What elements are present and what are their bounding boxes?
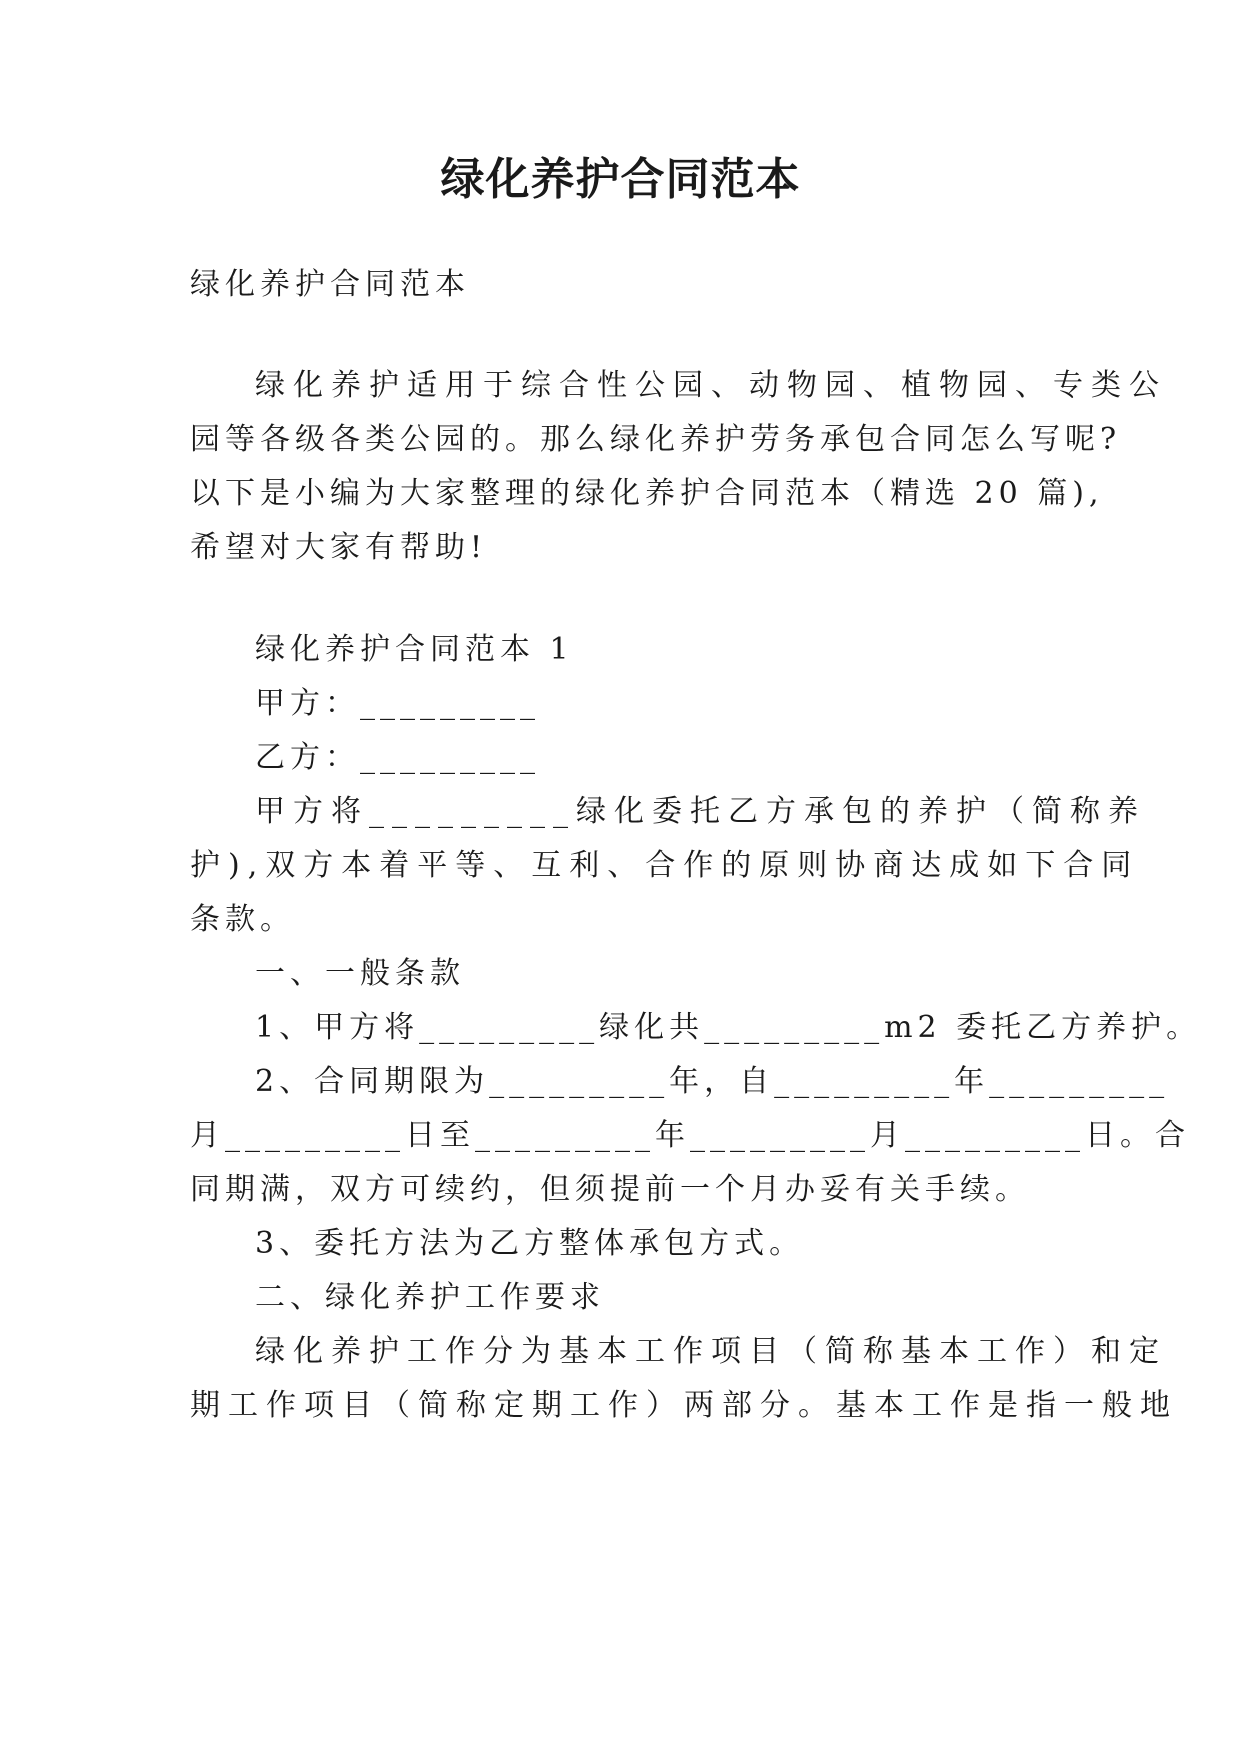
- document-subtitle: 绿化养护合同范本: [190, 267, 470, 302]
- party-b-line: 乙方：_________: [255, 740, 540, 775]
- clause-3: 3、委托方法为乙方整体承包方式。: [255, 1226, 805, 1261]
- body-line-1: 甲方将_________绿化委托乙方承包的养护（简称养: [255, 794, 1146, 829]
- document-title: 绿化养护合同范本: [440, 154, 801, 205]
- requirements-line-1: 绿化养护工作分为基本工作项目（简称基本工作）和定: [255, 1334, 1167, 1369]
- clause-heading-2: 二、绿化养护工作要求: [255, 1280, 605, 1315]
- clause-2-line-3: 同期满，双方可续约，但须提前一个月办妥有关手续。: [190, 1172, 1030, 1207]
- clause-1: 1、甲方将_________绿化共_________m2 委托乙方养护。: [255, 1010, 1202, 1045]
- clause-2-line-1: 2、合同期限为_________年，自_________年_________: [255, 1064, 1170, 1099]
- requirements-line-2: 期工作项目（简称定期工作）两部分。基本工作是指一般地: [190, 1388, 1178, 1423]
- clause-2-line-2: 月_________日至_________年_________月_________日。合: [190, 1118, 1190, 1153]
- section-heading: 绿化养护合同范本 1: [255, 632, 574, 667]
- intro-line-4: 希望对大家有帮助!: [190, 530, 488, 565]
- intro-line-1: 绿化养护适用于综合性公园、动物园、植物园、专类公: [255, 368, 1167, 403]
- clause-heading-1: 一、一般条款: [255, 956, 465, 991]
- body-line-2: 护),双方本着平等、互利、合作的原则协商达成如下合同: [190, 848, 1140, 883]
- intro-line-3: 以下是小编为大家整理的绿化养护合同范本（精选 20 篇),: [190, 476, 1104, 511]
- intro-line-2: 园等各级各类公园的。那么绿化养护劳务承包合同怎么写呢?: [190, 422, 1122, 457]
- body-line-3: 条款。: [190, 902, 295, 937]
- party-a-line: 甲方：_________: [255, 686, 540, 721]
